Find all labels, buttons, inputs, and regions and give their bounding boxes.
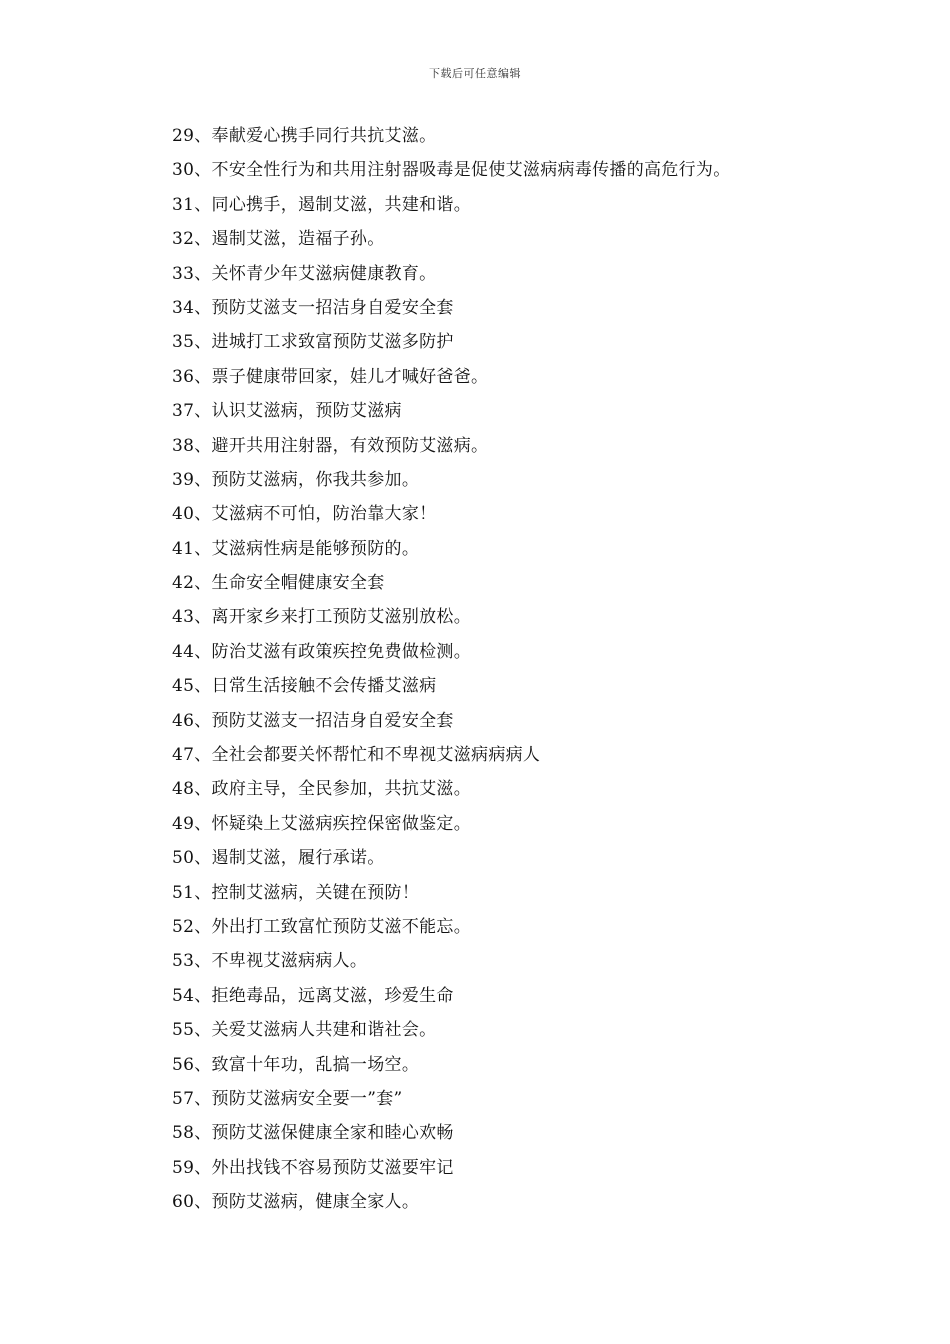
slogan-text: 54、拒绝毒品，远离艾滋，珍爱生命 <box>172 985 454 1006</box>
list-item <box>172 1116 910 1150</box>
slogan-text: 45、日常生活接触不会传播艾滋病 <box>172 676 437 697</box>
slogan-text: 58、预防艾滋保健康全家和睦心欢畅 <box>172 1123 454 1144</box>
list-item <box>172 704 910 738</box>
slogan-text: 31、同心携手，遏制艾滋，共建和谐。 <box>172 194 472 215</box>
list-item <box>172 772 910 806</box>
list-item <box>172 1185 910 1219</box>
slogan-text: 34、预防艾滋支一招洁身自爱安全套 <box>172 297 454 318</box>
slogan-text: 41、艾滋病性病是能够预防的。 <box>172 538 420 559</box>
list-item <box>172 429 910 463</box>
list-item <box>172 1013 910 1047</box>
slogan-text: 47、全社会都要关怀帮忙和不卑视艾滋病病病人 <box>172 745 541 766</box>
list-item <box>172 360 910 394</box>
slogan-text: 42、生命安全帽健康安全套 <box>172 573 385 594</box>
list-item <box>172 257 910 291</box>
header-note: 下载后可任意编辑 <box>429 67 521 80</box>
slogan-text: 49、怀疑染上艾滋病疾控保密做鉴定。 <box>172 813 472 834</box>
list-item <box>172 566 910 600</box>
list-item <box>172 910 910 944</box>
list-item <box>172 1082 910 1116</box>
slogan-text: 60、预防艾滋病，健康全家人。 <box>172 1192 420 1213</box>
list-item <box>172 841 910 875</box>
list-item <box>172 119 910 153</box>
list-item <box>172 876 910 910</box>
list-item <box>172 1151 910 1185</box>
list-item <box>172 600 910 634</box>
slogan-text: 53、不卑视艾滋病病人。 <box>172 951 368 972</box>
slogan-text: 55、关爱艾滋病人共建和谐社会。 <box>172 1020 437 1041</box>
slogan-text: 33、关怀青少年艾滋病健康教育。 <box>172 263 437 284</box>
slogan-text: 35、进城打工求致富预防艾滋多防护 <box>172 332 454 353</box>
list-item <box>172 325 910 359</box>
slogan-text: 29、奉献爱心携手同行共抗艾滋。 <box>172 126 437 146</box>
slogan-text: 38、避开共用注射器，有效预防艾滋病。 <box>172 435 489 456</box>
slogan-text: 40、艾滋病不可怕，防治靠大家！ <box>172 504 437 525</box>
slogan-list <box>172 119 910 1220</box>
list-item <box>172 463 910 497</box>
slogan-text: 37、认识艾滋病，预防艾滋病 <box>172 401 402 422</box>
slogan-text: 44、防治艾滋有政策疾控免费做检测。 <box>172 641 472 662</box>
slogan-text: 32、遏制艾滋，造福子孙。 <box>172 229 385 250</box>
slogan-text: 46、预防艾滋支一招洁身自爱安全套 <box>172 710 454 731</box>
list-item <box>172 669 910 703</box>
slogan-text: 43、离开家乡来打工预防艾滋别放松。 <box>172 607 472 628</box>
list-item <box>172 635 910 669</box>
list-item <box>172 153 910 187</box>
slogan-text: 48、政府主导，全民参加，共抗艾滋。 <box>172 779 472 800</box>
slogan-text: 30、不安全性行为和共用注射器吸毒是促使艾滋病病毒传播的高危行为。 <box>172 160 731 181</box>
slogan-text: 56、致富十年功，乱搞一场空。 <box>172 1054 420 1075</box>
list-item <box>172 188 910 222</box>
list-item <box>172 1048 910 1082</box>
slogan-text: 36、票子健康带回家，娃儿才喊好爸爸。 <box>172 366 489 387</box>
list-item <box>172 497 910 531</box>
slogan-text: 50、遏制艾滋，履行承诺。 <box>172 848 385 869</box>
slogan-text: 52、外出打工致富忙预防艾滋不能忘。 <box>172 916 472 937</box>
list-item <box>172 944 910 978</box>
slogan-text: 57、预防艾滋病安全要一”套” <box>172 1088 403 1109</box>
slogan-text: 51、控制艾滋病，关键在预防！ <box>172 882 420 903</box>
list-item <box>172 738 910 772</box>
list-item <box>172 807 910 841</box>
list-item <box>172 222 910 256</box>
list-item <box>172 394 910 428</box>
slogan-text: 59、外出找钱不容易预防艾滋要牢记 <box>172 1157 454 1178</box>
list-item <box>172 532 910 566</box>
list-item <box>172 291 910 325</box>
slogan-text: 39、预防艾滋病，你我共参加。 <box>172 469 420 490</box>
list-item <box>172 979 910 1013</box>
